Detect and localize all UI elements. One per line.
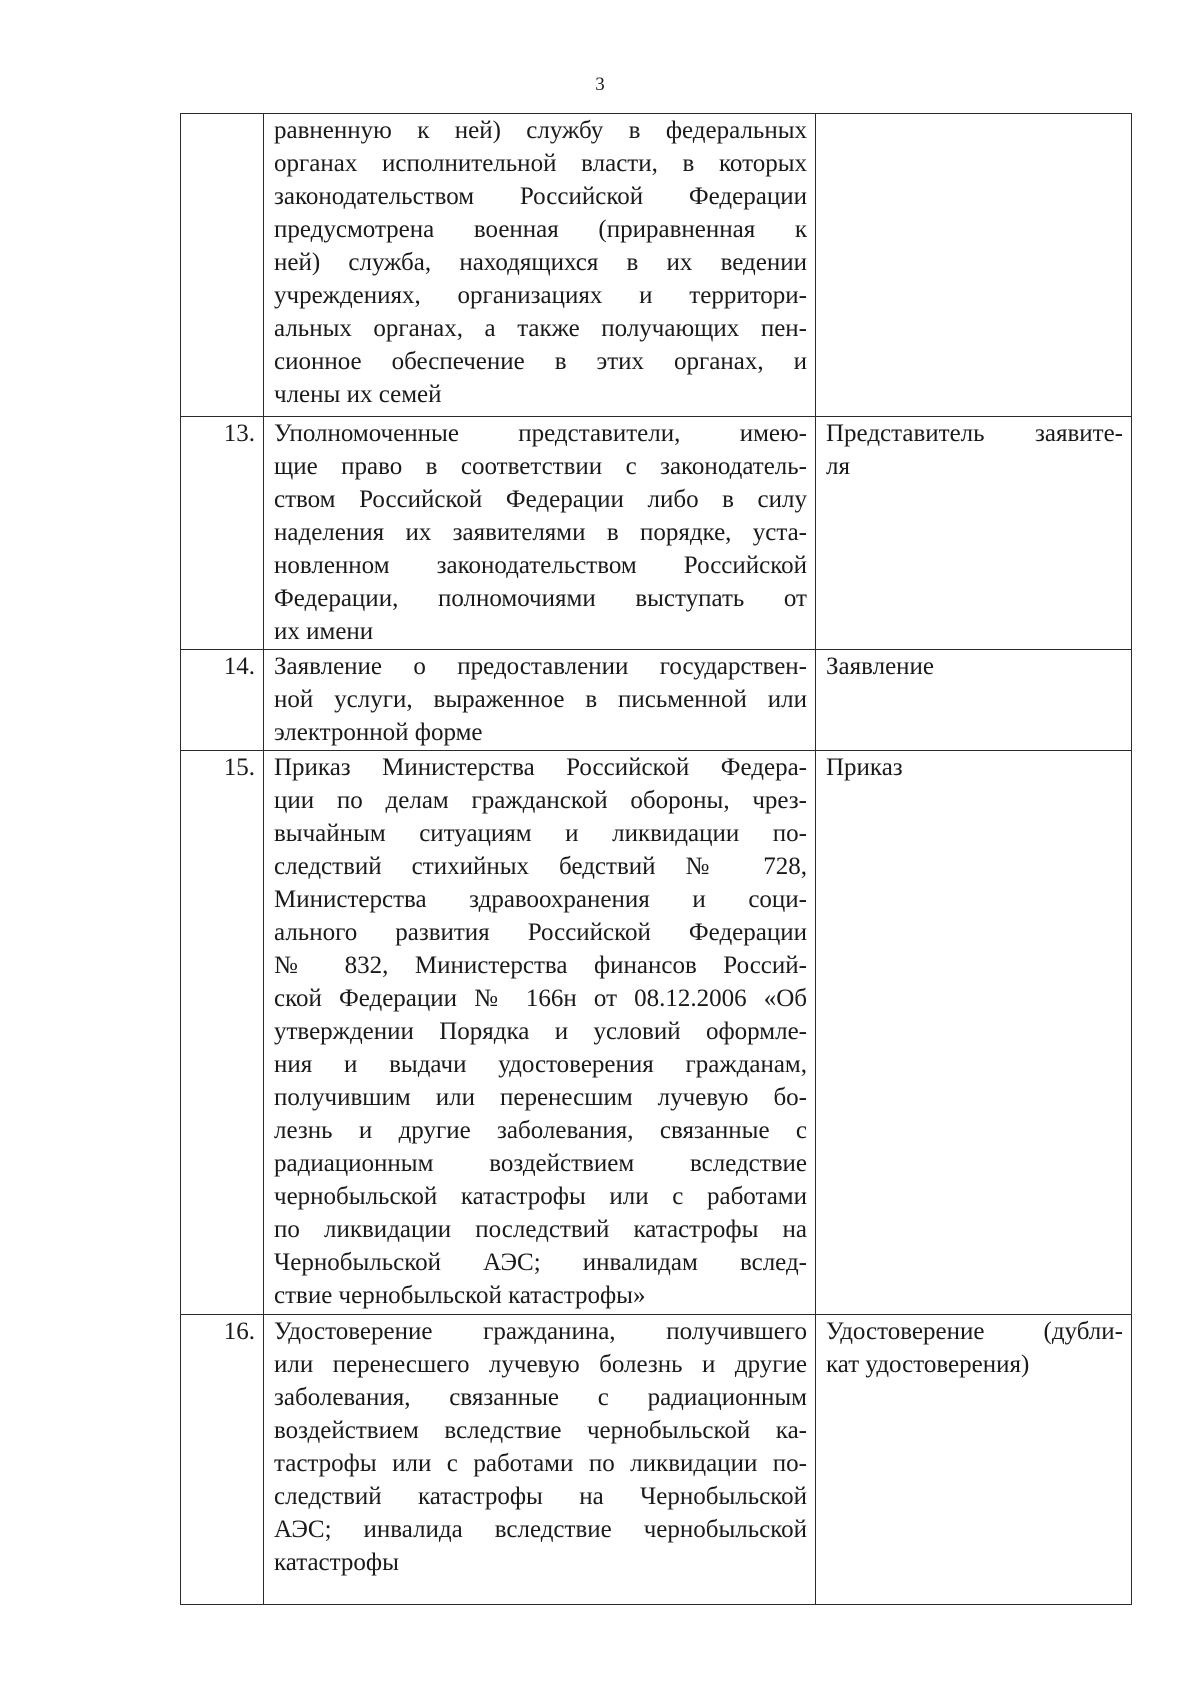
term-definition [264,650,816,751]
table-row [181,650,1132,751]
text-line: Министерства здравоохранения и соци- [274,886,807,913]
term-definition [264,1315,816,1605]
text-line: щие право в соответствии с законодатель- [274,453,807,480]
text-line: кат удостоверения) [826,1351,1030,1378]
text-line: воздействием вследствие чернобыльской ка- [274,1417,807,1444]
definitions-table [180,113,1132,1605]
text-line: Представитель заявите- [826,420,1123,447]
term-definition [264,417,816,650]
text-line: Заявление о предоставлении государствен- [274,653,807,680]
text-line: ального развития Российской Федерации [274,919,807,946]
page-number: 3 [595,74,605,95]
text-line: сионное обеспечение в этих органах, и [274,348,807,375]
term-abbreviation [816,650,1132,751]
text-line: Чернобыльской АЭС; инвалидам вслед- [274,1249,807,1276]
text-line: или перенесшего лучевую болезнь и другие [274,1351,807,1378]
text-line: Заявление [826,653,935,680]
text-line: тастрофы или с работами по ликвидации по- [274,1450,807,1477]
row-number [181,114,264,417]
text-line: получившим или перенесшим лучевую бо- [274,1084,807,1111]
text-line: альных органах, а также получающих пен- [274,315,807,342]
table-row [181,1315,1132,1605]
text-line: предусмотрена военная (приравненная к [274,216,807,243]
text-line: лезнь и другие заболевания, связанные с [274,1117,807,1144]
text-line: Удостоверение (дубли- [826,1318,1123,1345]
text-line: утверждении Порядка и условий оформле- [274,1018,807,1045]
text-line: катастрофы [274,1549,399,1576]
text-line: по ликвидации последствий катастрофы на [274,1216,807,1243]
text-line: учреждениях, организациях и территори- [274,282,807,309]
term-abbreviation [816,751,1132,1315]
text-line: ской Федерации № 166н от 08.12.2006 «Об [274,985,807,1012]
text-line: ной услуги, выраженное в письменной или [274,686,807,713]
text-line: чернобыльской катастрофы или с работами [274,1183,807,1210]
text-line: радиационным воздействием вследствие [274,1150,807,1177]
text-line: органах исполнительной власти, в которых [274,150,807,177]
text-line: Удостоверение гражданина, получившего [274,1318,807,1345]
term-abbreviation [816,417,1132,650]
text-line: их имени [274,618,374,645]
text-line: равненную к ней) службу в федеральных [274,117,807,144]
text-line: Приказ Министерства Российской Федера- [274,754,807,781]
text-line: ции по делам гражданской обороны, чрез- [274,787,807,814]
text-line: следствий катастрофы на Чернобыльской [274,1483,807,1510]
term-abbreviation [816,1315,1132,1605]
text-line: наделения их заявителями в порядке, уста- [274,519,807,546]
row-number: 15. [181,751,264,1315]
text-line: Приказ [826,754,903,781]
text-line: Уполномоченные представители, имею- [274,420,807,447]
text-line: ством Российской Федерации либо в силу [274,486,807,513]
text-line: ней) служба, находящихся в их ведении [274,249,807,276]
row-number: 13. [181,417,264,650]
term-definition [264,114,816,417]
text-line: ния и выдачи удостоверения гражданам, [274,1051,807,1078]
text-line: заболевания, связанные с радиационным [274,1384,807,1411]
text-line: АЭС; инвалида вследствие чернобыльской [274,1516,807,1543]
text-line: ствие чернобыльской катастрофы» [274,1282,646,1309]
term-abbreviation [816,114,1132,417]
text-line: законодательством Российской Федерации [274,183,807,210]
text-line: № 832, Министерства финансов Россий- [274,952,807,979]
table-row [181,751,1132,1315]
row-number: 16. [181,1315,264,1605]
text-line: новленном законодательством Российской [274,552,807,579]
term-definition [264,751,816,1315]
row-number: 14. [181,650,264,751]
text-line: вычайным ситуациям и ликвидации по- [274,820,807,847]
text-line: члены их семей [274,381,442,408]
text-line: ля [826,453,850,480]
text-line: следствий стихийных бедствий № 728, [274,853,807,880]
table-row [181,417,1132,650]
text-line: электронной форме [274,719,483,746]
text-line: Федерации, полномочиями выступать от [274,585,807,612]
table-row [181,114,1132,417]
